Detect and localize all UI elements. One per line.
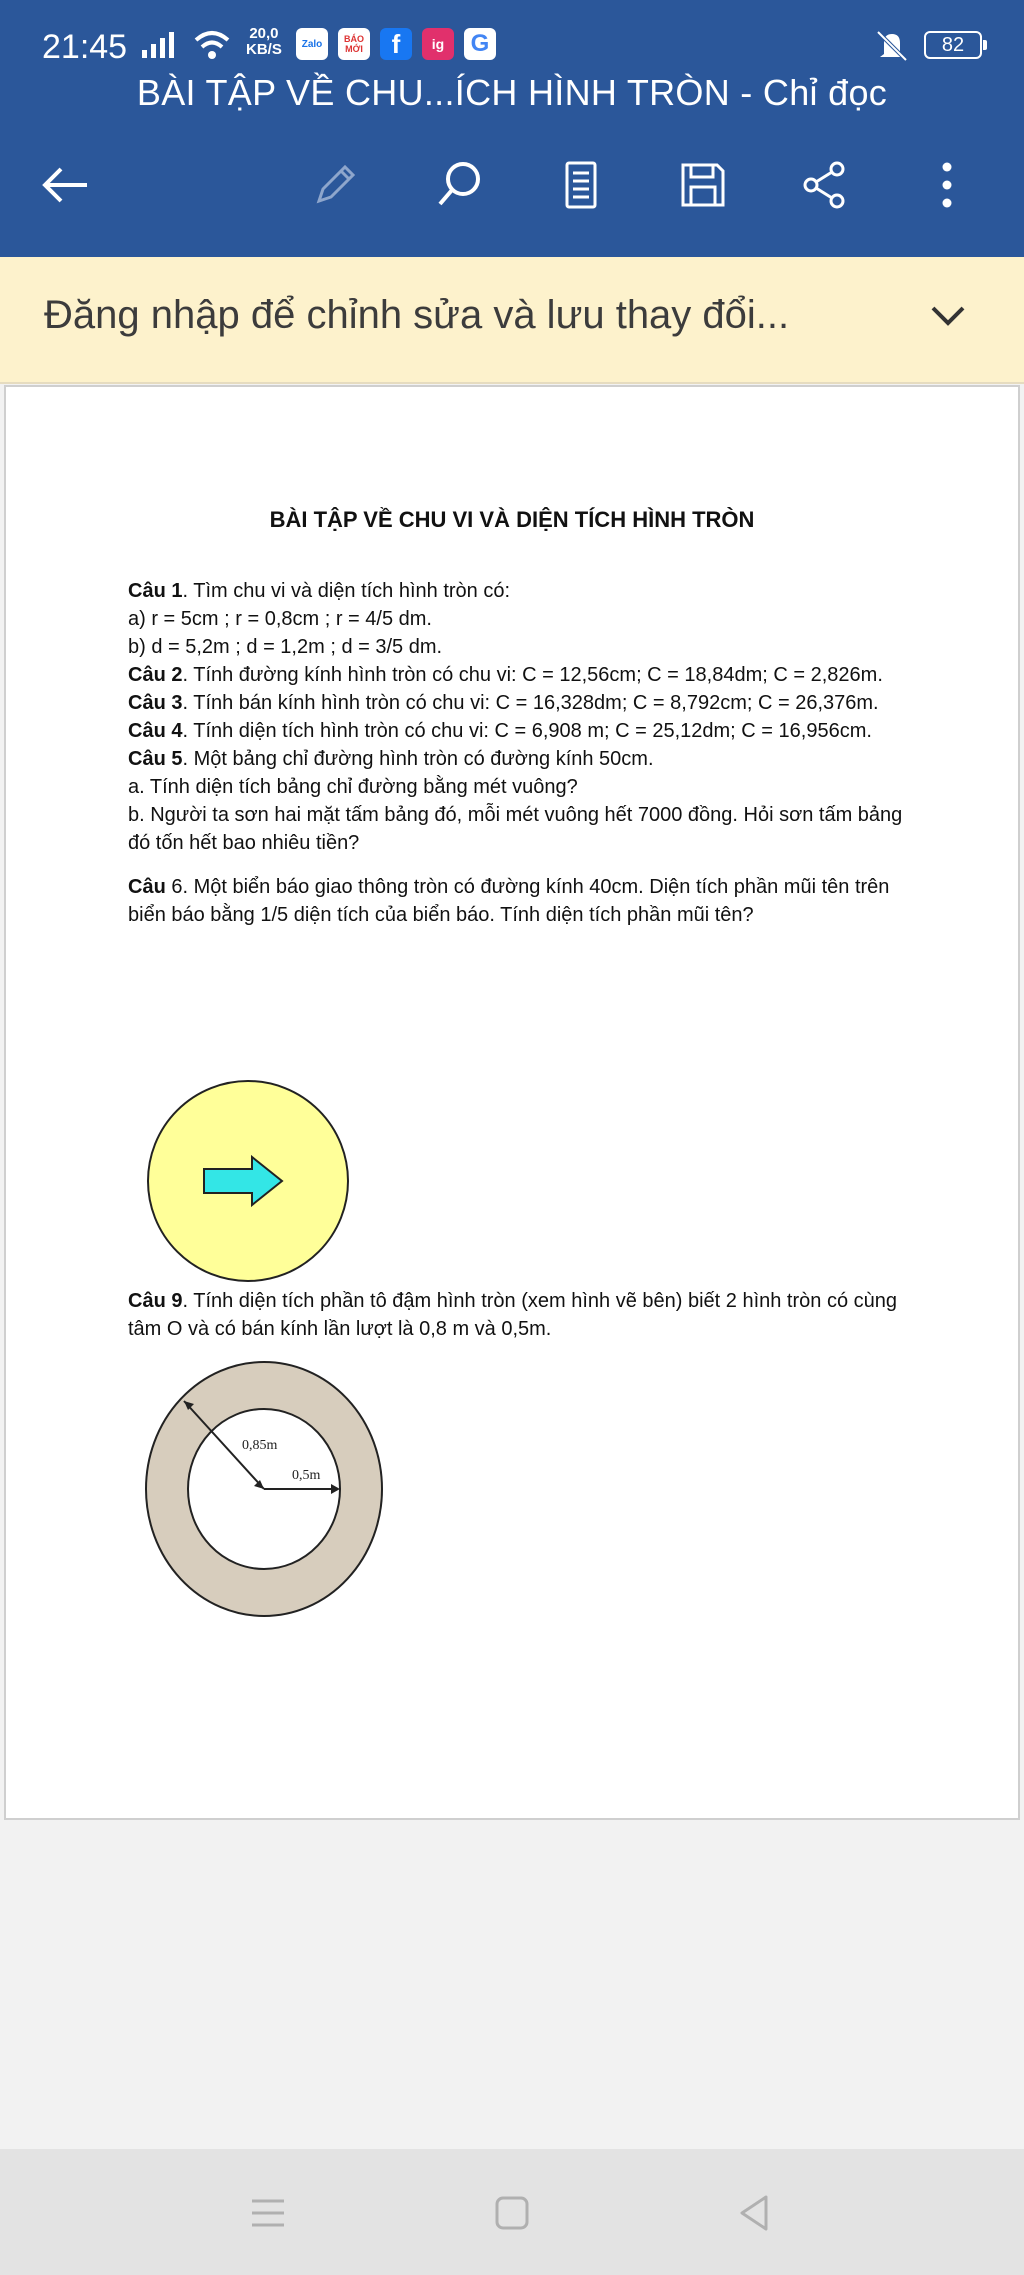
back-nav-button[interactable]	[718, 2177, 790, 2249]
menu-button[interactable]	[232, 2177, 304, 2249]
instagram-icon: ig	[422, 28, 454, 60]
question-9: Câu 9. Tính diện tích phần tô đậm hình tròn (xem hình vẽ bên) biết 2 hình tròn có cùng tâm O và có bán kính lần lượt là 0,8 m và 0,5m.	[128, 1290, 897, 1340]
home-square-icon	[492, 2193, 532, 2233]
more-icon	[919, 157, 975, 213]
search-icon	[431, 157, 487, 213]
traffic-sign-figure	[142, 1075, 354, 1287]
facebook-icon: f	[380, 28, 412, 60]
back-button[interactable]	[30, 150, 100, 220]
question-5a: a. Tính diện tích bảng chỉ đường bằng mét vuông?	[128, 776, 578, 798]
document-body-q9	[128, 1287, 908, 1343]
battery-indicator: 82	[924, 31, 982, 59]
back-arrow-icon	[37, 157, 93, 213]
document-page	[4, 385, 1020, 1820]
app-header	[0, 0, 1024, 257]
document-body	[128, 577, 908, 929]
reading-view-button[interactable]	[546, 150, 616, 220]
save-button[interactable]	[668, 150, 738, 220]
google-icon: G	[464, 28, 496, 60]
network-speed: 20,0 KB/S	[246, 25, 282, 58]
sign-in-banner[interactable]	[0, 257, 1024, 384]
search-button[interactable]	[424, 150, 494, 220]
question-5: Câu 5. Một bảng chỉ đường hình tròn có đường kính 50cm.	[128, 748, 654, 770]
wifi-icon	[192, 28, 232, 62]
share-icon	[797, 157, 853, 213]
back-triangle-icon	[734, 2193, 774, 2233]
home-button[interactable]	[476, 2177, 548, 2249]
edit-button[interactable]	[300, 150, 370, 220]
reading-view-icon	[553, 157, 609, 213]
status-time: 21:45	[42, 28, 128, 66]
question-1b: b) d = 5,2m ; d = 1,2m ; d = 3/5 dm.	[128, 636, 443, 658]
save-icon	[675, 157, 731, 213]
signal-icon	[140, 30, 180, 60]
question-3: Câu 3. Tính bán kính hình tròn có chu vi: C = 16,328dm; C = 8,792cm; C = 26,376m.	[128, 692, 879, 714]
muted-bell-icon	[870, 28, 914, 64]
question-5b: b. Người ta sơn hai mặt tấm bảng đó, mỗi mét vuông hết 7000 đồng. Hỏi sơn tấm bảng đó tốn hết bao nhiêu tiền?	[128, 804, 903, 854]
question-6: Câu 6. Một biển báo giao thông tròn có đường kính 40cm. Diện tích phần mũi tên trên biển báo bằng 1/5 diện tích của biển báo. Tính diện tích phần mũi tên?	[128, 876, 890, 926]
toolbar	[0, 150, 1024, 230]
more-options-button[interactable]	[912, 150, 982, 220]
document-heading: BÀI TẬP VỀ CHU VI VÀ DIỆN TÍCH HÌNH TRÒN	[269, 507, 755, 532]
concentric-circles-figure	[142, 1359, 388, 1619]
question-2: Câu 2. Tính đường kính hình tròn có chu vi: C = 12,56cm; C = 18,84dm; C = 2,826m.	[128, 664, 883, 686]
pencil-icon	[307, 157, 363, 213]
share-button[interactable]	[790, 150, 860, 220]
chevron-down-icon[interactable]	[925, 292, 971, 338]
zalo-icon: Zalo	[296, 28, 328, 60]
spacer	[128, 857, 908, 873]
menu-lines-icon	[248, 2193, 288, 2233]
sign-in-message: Đăng nhập để chỉnh sửa và lưu thay đổi...	[44, 293, 790, 337]
baomoi-icon: BÁO MỚI	[338, 28, 370, 60]
inner-radius-label: 0,5m	[292, 1468, 321, 1483]
outer-radius-label: 0,85m	[242, 1438, 278, 1453]
document-title: BÀI TẬP VỀ CHU...ÍCH HÌNH TRÒN - Chỉ đọc	[136, 72, 888, 113]
question-1: Câu 1. Tìm chu vi và diện tích hình tròn có:	[128, 580, 511, 602]
navigation-bar	[0, 2149, 1024, 2275]
question-1a: a) r = 5cm ; r = 0,8cm ; r = 4/5 dm.	[128, 608, 432, 630]
question-4: Câu 4. Tính diện tích hình tròn có chu vi: C = 6,908 m; C = 25,12dm; C = 16,956cm.	[128, 720, 872, 742]
